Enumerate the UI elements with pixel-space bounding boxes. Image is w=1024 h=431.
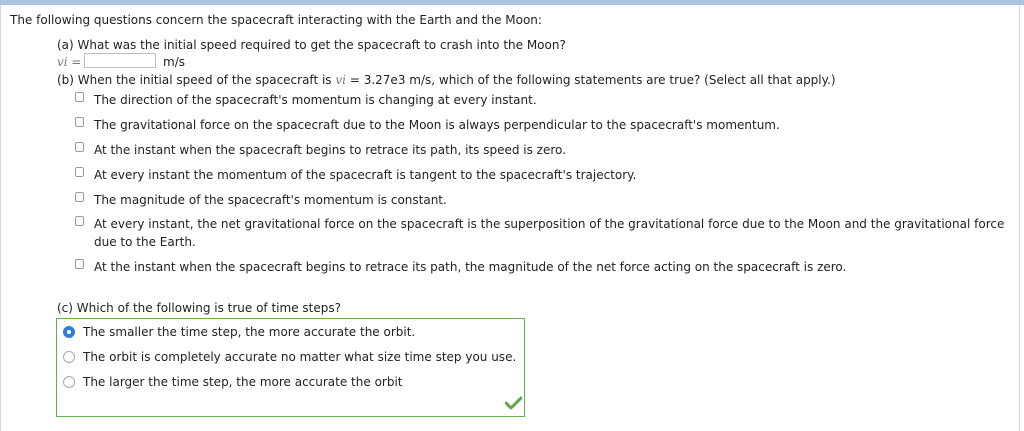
part-b-prefix: (b) When the initial speed of the spacecraft is — [57, 73, 332, 87]
part-b-suffix: = 3.27e3 m/s, which of the following statements are true? (Select all that apply.) — [349, 73, 836, 87]
radio-option-c-2[interactable] — [63, 351, 75, 363]
part-c-question: (c) Which of the following is true of time steps? — [57, 301, 341, 315]
intro-text: The following questions concern the spacecraft interacting with the Earth and the Moon: — [10, 13, 542, 27]
left-border — [0, 5, 1, 431]
option-label: At the instant when the spacecraft begins to retrace its path, its speed is zero. — [94, 143, 566, 157]
radio-option-c-3[interactable] — [63, 376, 75, 388]
option-label: The magnitude of the spacecraft's momentum is constant. — [94, 193, 447, 207]
checkmark-icon — [505, 396, 522, 410]
checkbox[interactable] — [75, 216, 84, 226]
option-label: The direction of the spacecraft's momentum is changing at every instant. — [94, 93, 537, 107]
checkbox[interactable] — [75, 117, 84, 127]
vi-symbol: vi — [335, 73, 347, 87]
top-bar — [0, 0, 1024, 5]
checkbox[interactable] — [75, 142, 84, 152]
option-label: At every instant the momentum of the spacecraft is tangent to the spacecraft's trajectory. — [94, 168, 637, 182]
initial-speed-input[interactable] — [84, 53, 156, 68]
part-a-question: (a) What was the initial speed required to get the spacecraft to crash into the Moon? — [57, 38, 566, 52]
radio-option-c-1[interactable] — [63, 326, 75, 338]
option-c-2-label: The orbit is completely accurate no matter what size time step you use. — [83, 350, 517, 364]
option-label: The gravitational force on the spacecraft due to the Moon is always perpendicular to the spacecraft's momentum. — [94, 118, 780, 132]
option-c-3-label: The larger the time step, the more accurate the orbit — [83, 375, 403, 389]
unit-label: m/s — [163, 55, 185, 69]
right-border — [1019, 5, 1020, 431]
checkbox[interactable] — [75, 92, 84, 102]
option-c-1-label: The smaller the time step, the more accurate the orbit. — [83, 325, 416, 339]
vi-label: vi = — [57, 55, 82, 69]
checkbox[interactable] — [75, 167, 84, 177]
option-label: At every instant, the net gravitational force on the spacecraft is the superposition of the gravitational force due to the Moon and the gravitational force due to the Earth. — [94, 217, 1005, 249]
checkbox[interactable] — [75, 192, 84, 202]
option-label: At the instant when the spacecraft begins to retrace its path, the magnitude of the net force acting on the spacecraft is zero. — [94, 260, 847, 274]
checkbox[interactable] — [75, 259, 84, 269]
part-b-question — [57, 73, 836, 87]
